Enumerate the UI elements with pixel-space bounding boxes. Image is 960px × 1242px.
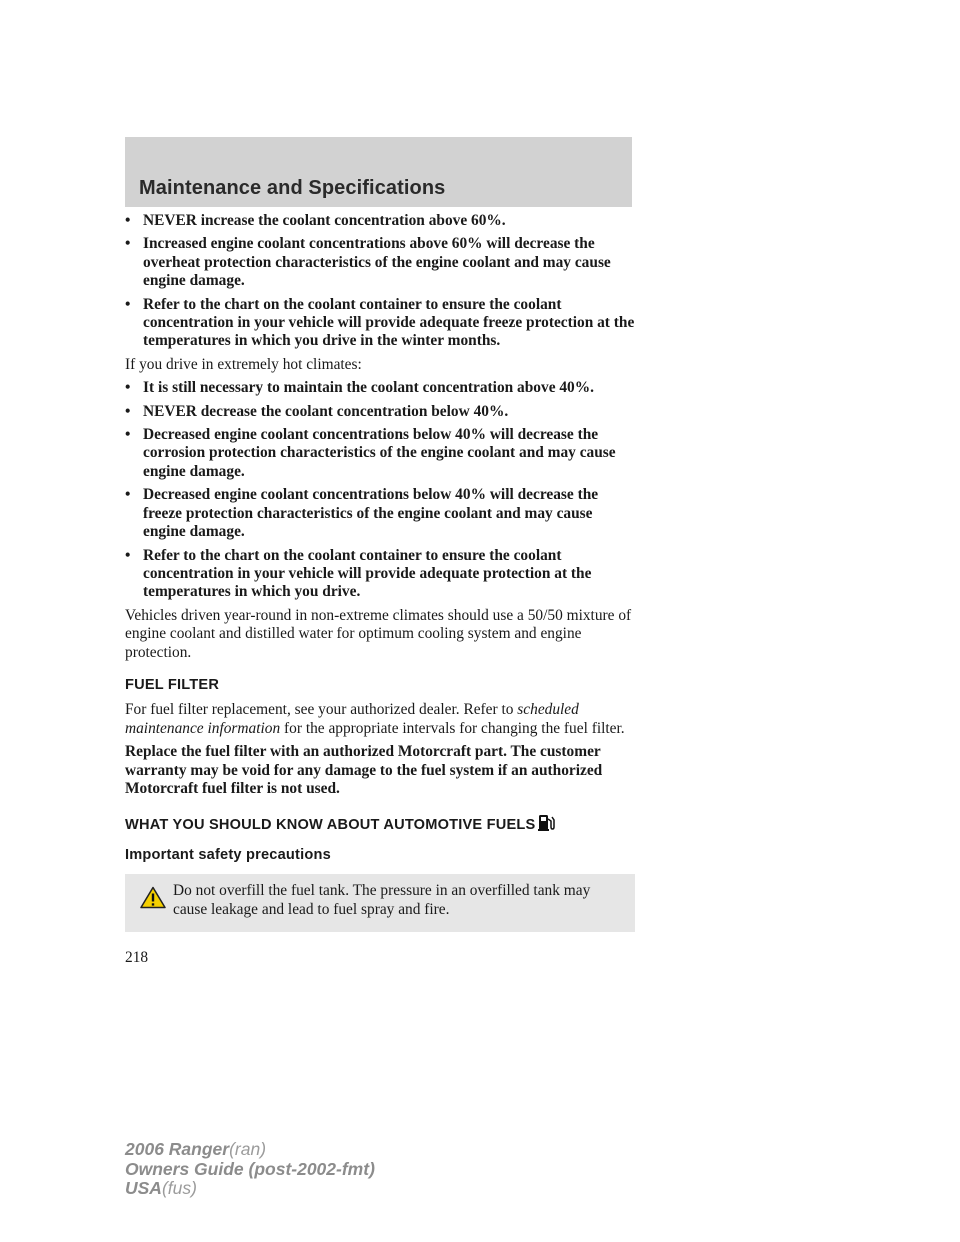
warning-text: Do not overfill the fuel tank. The pressure in an overfilled tank may cause leakage and lead to fuel spray and fire. bbox=[173, 882, 591, 918]
section-title: Maintenance and Specifications bbox=[139, 177, 446, 199]
bullet-item: • Refer to the chart on the coolant container to ensure the coolant concentration in your vehicle will provide adequate freeze protection at the temperatures in which you drive in the winter months. bbox=[125, 295, 635, 350]
fuel-filter-notice: Replace the fuel filter with an authorized Motorcraft part. The customer warranty may be void for any damage to the fuel system if an authorized Motorcraft fuel filter is not used. bbox=[125, 743, 603, 797]
bullet-item: • Decreased engine coolant concentrations below 40% will decrease the freeze protection characteristics of the engine coolant and may cause engine damage. bbox=[125, 486, 599, 541]
page-content bbox=[125, 212, 635, 932]
fuel-filter-heading: FUEL FILTER bbox=[125, 676, 220, 693]
safety-precautions-subheading: Important safety precautions bbox=[125, 846, 331, 863]
automotive-fuels-heading: WHAT YOU SHOULD KNOW ABOUT AUTOMOTIVE FUELS bbox=[125, 812, 635, 837]
fuel-filter-paragraph: For fuel filter replacement, see your authorized dealer. Refer to scheduled maintenance information for the appropriate intervals for changing the fuel filter. bbox=[125, 701, 625, 737]
fuel-pump-icon bbox=[537, 812, 555, 837]
bullet-item: • NEVER decrease the coolant concentration below 40%. bbox=[125, 402, 509, 420]
section-header-band bbox=[125, 137, 632, 207]
page-number: 218 bbox=[125, 949, 149, 966]
bullet-item: • Increased engine coolant concentrations above 60% will decrease the overheat protection characteristics of the engine coolant and may cause engine damage. bbox=[125, 235, 611, 290]
bullet-item: • Refer to the chart on the coolant container to ensure the coolant concentration in your vehicle will provide adequate protection at the temperatures in which you drive. bbox=[125, 546, 592, 601]
bullet-item: • Decreased engine coolant concentrations below 40% will decrease the corrosion protection characteristics of the engine coolant and may cause engine damage. bbox=[125, 426, 616, 480]
mixture-paragraph: Vehicles driven year-round in non-extreme climates should use a 50/50 mixture of engine coolant and distilled water for optimum cooling system and engine protection. bbox=[125, 606, 632, 661]
cross-reference: scheduled maintenance information bbox=[125, 701, 579, 737]
hot-climates-intro: If you drive in extremely hot climates: bbox=[125, 355, 362, 373]
document-footer: 2006 Ranger(ran) Owners Guide (post-2002-fmt) USA(fus) bbox=[125, 1139, 375, 1198]
bullet-item: • NEVER increase the coolant concentration above 60%. bbox=[125, 212, 506, 229]
warning-box bbox=[125, 874, 635, 932]
bullet-item: • It is still necessary to maintain the coolant concentration above 40%. bbox=[125, 379, 594, 397]
warning-triangle-icon bbox=[140, 886, 166, 914]
